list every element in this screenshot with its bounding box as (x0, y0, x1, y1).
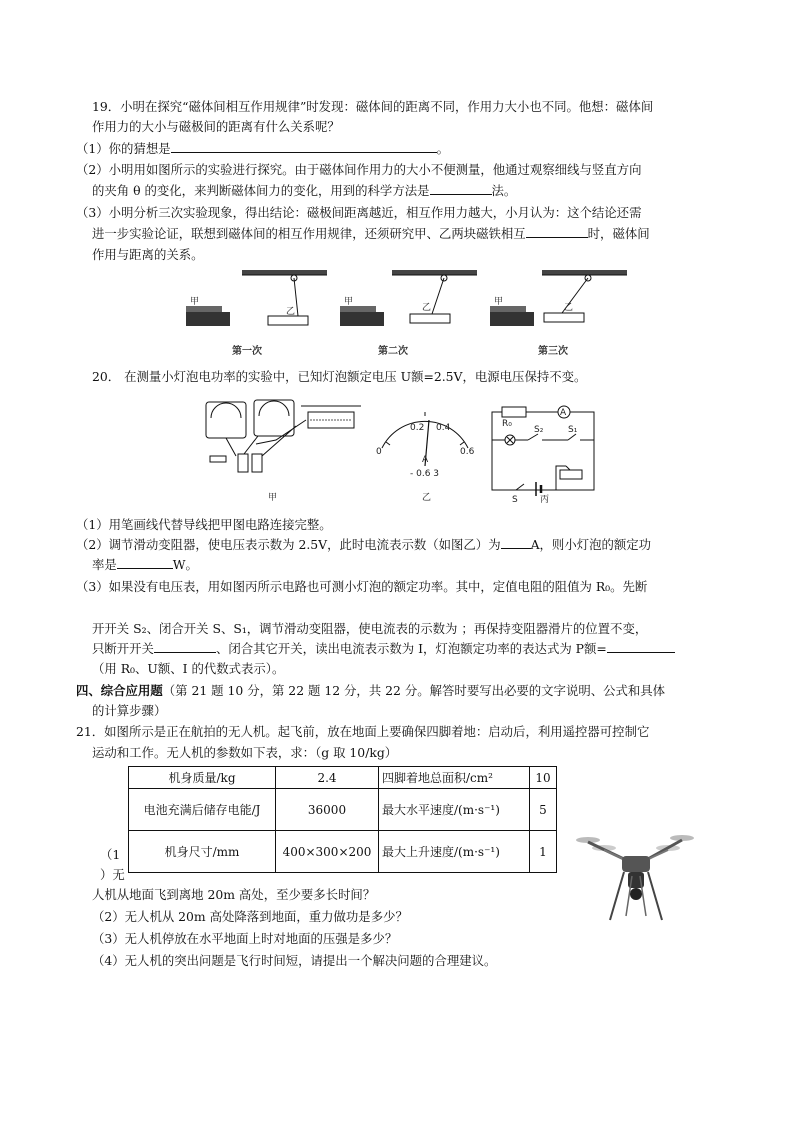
q19-guess-blank[interactable] (171, 140, 437, 153)
trial-1-setup (186, 270, 327, 326)
q19-part3-line1: （3）小明分析三次实验现象，得出结论：磁极间距离越近，相互作用力越大，小月认为：这个结论还需 (76, 205, 642, 220)
fig20-S2-label: S₂ (534, 425, 544, 435)
fig20-tick-0.4: 0.4 (436, 423, 451, 433)
q19-magnet-figure (182, 266, 632, 360)
q19-interaction-blank[interactable] (526, 225, 588, 238)
q19-method-blank[interactable] (430, 182, 492, 195)
table-cell: 36000 (276, 789, 379, 831)
table-row (129, 767, 557, 789)
fig20-jia-apparatus (206, 400, 361, 472)
section-4-heading (76, 682, 665, 700)
section-4-title: 四、综合应用题 (76, 683, 163, 698)
table-cell: 10 (530, 767, 557, 789)
fig19-jia-3: 甲 (494, 297, 504, 307)
q20-part2-mid: A，则小灯泡的额定功 (530, 537, 652, 552)
q20-part2-line2 (92, 556, 198, 574)
q20-power-blank[interactable] (117, 556, 173, 569)
q20-part3-line2: 开开关 S₂、闭合开关 S、S₁，调节滑动变阻器，使电流表的示数为 ；再保持变阻器滑片的位置不变， (92, 621, 648, 636)
fig19-caption-2: 第二次 (378, 346, 408, 357)
fig19-yi-3: 乙 (564, 303, 574, 313)
q19-part2-end: 法。 (491, 183, 517, 198)
q19-part3-end: 时，磁体间 (587, 226, 650, 241)
trial-3-setup (490, 270, 627, 326)
q20-part3-line4: （用 R₀、U额、I 的代数式表示）。 (92, 661, 285, 676)
fig19-caption-3: 第三次 (538, 346, 568, 357)
section-4-desc-line2: 的计算步骤） (92, 703, 167, 718)
q20-part1: （1）用笔画线代替导线把甲图电路连接完整。 (76, 517, 332, 532)
fig20-yi-label: 乙 (422, 493, 432, 503)
q19-part1 (76, 140, 449, 158)
table-cell: 机身尺寸/mm (129, 831, 276, 873)
q19-line1: 19．小明在探究“磁体间相互作用规律”时发现：磁体间的距离不同，作用力大小也不同。他想：磁体间 (92, 99, 654, 114)
table-cell: 机身质量/kg (129, 767, 276, 789)
fig20-S1-label: S₁ (568, 425, 578, 435)
q19-part2-text: 的夹角 θ 的变化，来判断磁体间力的变化，用到的科学方法是 (92, 183, 430, 198)
table-cell: 最大上升速度/(m·s⁻¹) (379, 831, 530, 873)
q19-part3-text: 进一步实验论证，联想到磁体间的相互作用规律，还须研究甲、乙两块磁铁相互 (92, 226, 526, 241)
drone-body (576, 835, 694, 920)
q20-part3-line1: （3）如果没有电压表，用如图丙所示电路也可测小灯泡的额定功率。其中，定值电阻的阻值为 R₀。先断 (76, 579, 648, 594)
table-cell: 电池充满后储存电能/J (129, 789, 276, 831)
q20-part3-line3 (92, 640, 675, 658)
q19-part3-line3: 作用与距离的关系。 (92, 247, 204, 262)
q20-switch-blank[interactable] (154, 640, 216, 653)
q19-part1-end: 。 (436, 141, 450, 156)
q20-part2-rate: 率是 (92, 557, 117, 572)
q19-part3-line2 (92, 225, 650, 243)
table-row (129, 831, 557, 873)
q21-line2: 运动和工作。无人机的参数如下表，求：（g 取 10/kg） (92, 745, 398, 760)
q20-part3-mid: 、闭合其它开关，读出电流表示数为 I，灯泡额定功率的表达式为 P额= (215, 641, 607, 656)
q20-current-blank[interactable] (501, 536, 531, 549)
q21-part1-b: ）无 (100, 867, 125, 882)
fig20-tick-0.2: 0.2 (410, 423, 425, 433)
trial-2-setup (340, 270, 477, 326)
q20-part2-end: W。 (172, 557, 198, 572)
q20-part2-line1 (76, 536, 651, 554)
q19-part2-line1: （2）小明用如图所示的实验进行探究。由于磁体间作用力的大小不便测量，他通过观察细线与竖直方向 (76, 162, 642, 177)
fig20-bing-label: 丙 (540, 495, 550, 505)
table-cell: 400×300×200 (276, 831, 379, 873)
q21-line1: 21．如图所示是正在航拍的无人机。起飞前，放在地面上要确保四脚着地：启动后，利用遥控器可控制它 (76, 724, 650, 739)
q19-line2: 作用力的大小与磁极间的距离有什么关系呢？ (92, 119, 340, 134)
fig20-dial-terminals: - 0.6 3 (410, 469, 440, 479)
q21-part1-c: 人机从地面飞到离地 20m 高处，至少要多长时间？ (92, 887, 376, 902)
fig20-S-label: S (512, 495, 518, 505)
drone-spec-table (128, 766, 557, 873)
table-cell: 四脚着地总面积/cm² (379, 767, 530, 789)
fig20-tick-0: 0 (376, 447, 382, 457)
fig19-jia-1: 甲 (190, 297, 200, 307)
section-4-desc: （第 21 题 10 分，第 22 题 12 分，共 22 分。解答时要写出必要的文字说明、公式和具体 (162, 683, 666, 698)
q20-formula-blank[interactable] (607, 640, 675, 653)
q19-part1-text: （1）你的猜想是 (76, 141, 171, 156)
fig19-yi-2: 乙 (422, 303, 432, 313)
fig19-yi-1: 乙 (286, 307, 296, 317)
fig20-jia-label: 甲 (268, 493, 278, 503)
fig19-caption-1: 第一次 (232, 346, 262, 357)
table-row (129, 789, 557, 831)
q21-part2: （2）无人机从 20m 高处降落到地面，重力做功是多少？ (92, 909, 408, 924)
q20-line1: 20． 在测量小灯泡电功率的实验中，已知灯泡额定电压 U额=2.5V，电源电压保持不变。 (92, 369, 587, 384)
q19-part2-line2 (92, 182, 516, 200)
table-cell: 最大水平速度/(m·s⁻¹) (379, 789, 530, 831)
table-cell: 2.4 (276, 767, 379, 789)
q21-part3: （3）无人机停放在水平地面上时对地面的压强是多少？ (92, 931, 398, 946)
fig19-jia-2: 甲 (344, 297, 354, 307)
q20-circuit-figure (196, 396, 606, 508)
q21-part4: （4）无人机的突出问题是飞行时间短，请提出一个解决问题的合理建议。 (92, 953, 497, 968)
q20-part2-text: （2）调节滑动变阻器，使电压表示数为 2.5V，此时电流表示数（如图乙）为 (76, 537, 501, 552)
table-cell: 1 (530, 831, 557, 873)
fig20-R0-label: R₀ (502, 419, 512, 429)
fig20-dial-unit: A (422, 455, 429, 465)
table-cell: 5 (530, 789, 557, 831)
fig20-A-label: A (560, 408, 567, 418)
q20-part3-text: 只断开开关 (92, 641, 154, 656)
q21-part1-a: （1 (100, 847, 121, 862)
fig20-tick-0.6: 0.6 (460, 447, 475, 457)
drone-image (574, 826, 698, 926)
